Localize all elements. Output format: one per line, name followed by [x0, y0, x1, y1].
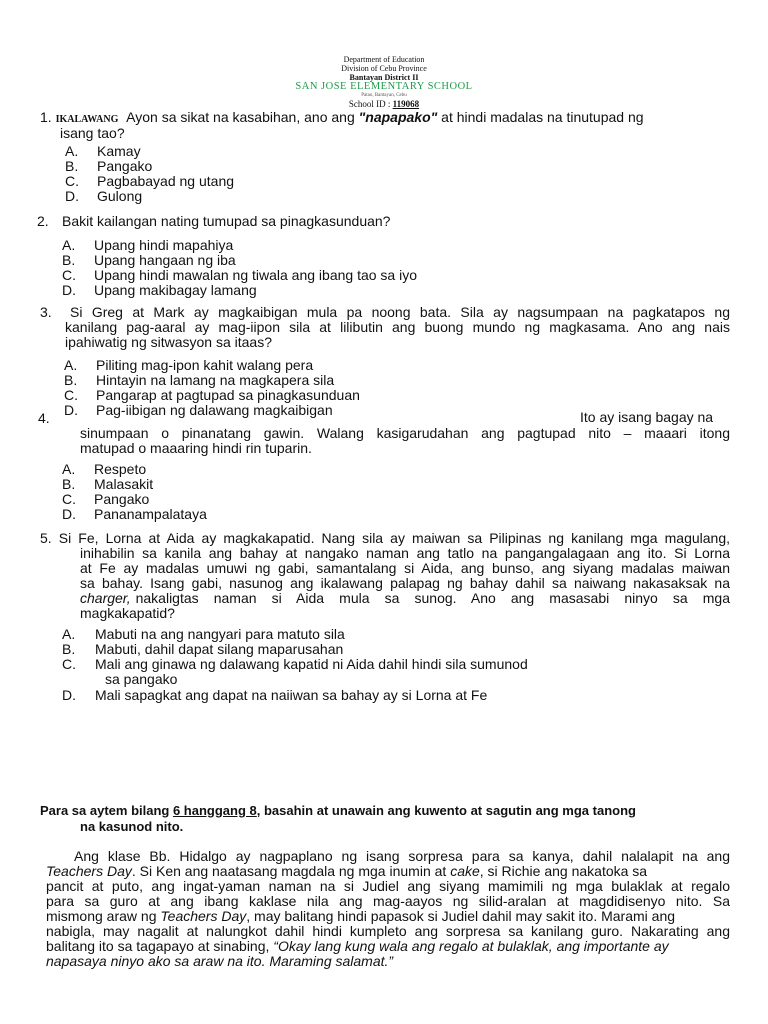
question-1-tag: IKALAWANG — [55, 114, 119, 125]
question-2: Bakit kailangan nating tumupad sa pinagkasunduan? — [62, 213, 391, 229]
q4-option-c: C. — [62, 491, 76, 507]
header-district: Bantayan District II — [349, 73, 419, 82]
q2-option-b: B. — [62, 252, 76, 268]
q3-option-b-text: Hintayin na lamang na magkapera sila — [96, 372, 335, 388]
q5-option-d-text: Mali sapagkat ang dapat na naiiwan sa bahay ay si Lorna at Fe — [95, 687, 488, 703]
q2-option-b-text: Upang hangaan ng iba — [94, 252, 236, 268]
story-line1: Ang klase Bb. Hidalgo ay nagpaplano ng isang sorpresa para sa kanya, dahil nalalapit na ang — [74, 848, 730, 864]
q5-option-a: A. — [62, 626, 76, 642]
q3-option-b: B. — [64, 372, 78, 388]
q3-option-c-text: Pangarap at pagtupad sa pinagkasunduan — [96, 387, 360, 403]
q1-option-b: B. — [65, 158, 79, 174]
story-line6: nabigla, may nagalit at nalungkot dahil hindi kumpleto ang sorpresa sa kanilang guro. Nakarating ang — [46, 923, 730, 939]
q3-option-d: D. — [64, 402, 78, 418]
q3-option-a: A. — [64, 357, 78, 373]
q1-option-c: C. — [65, 173, 79, 189]
q4-option-a-text: Respeto — [94, 461, 147, 477]
question-5-line3: at Fe ay madalas umuwi ng gabi, samantalang si Aida, ang bunso, ang siyang madalas maiwan — [80, 560, 730, 576]
story-line2: Teachers Day. Si Ken ang naatasang magdala ng mga inumin at cake, si Richie ang nakatoka sa — [46, 863, 648, 879]
question-5-line1: 5. Si Fe, Lorna at Aida ay magkakapatid. Nang sila ay maiwan sa Pilipinas ng kanilang mga magulang, — [40, 530, 730, 546]
q5-option-c-continued: sa pangako — [105, 671, 178, 687]
q1-option-c-text: Pagbabayad ng utang — [97, 173, 235, 189]
q5-option-c-text: Mali ang ginawa ng dalawang kapatid ni Aida dahil hindi sila sumunod — [95, 656, 528, 672]
q3-option-c: C. — [64, 387, 78, 403]
q3-option-a-text: Piliting mag-ipon kahit walang pera — [96, 357, 314, 373]
question-5-line4: sa bahay. Isang gabi, nasunog ang ikalawang palapag ng bahay dahil sa naiwang nakasaksak na — [80, 575, 730, 591]
q2-option-a-text: Upang hindi mapahiya — [94, 237, 234, 253]
header-department: Department of Education — [343, 55, 425, 64]
header-school-id: School ID : 119068 — [348, 99, 420, 109]
header-address: Patao, Bantayan, Cebu — [361, 93, 407, 98]
header-school-name: SAN JOSE ELEMENTARY SCHOOL — [295, 81, 473, 92]
q2-option-c-text: Upang hindi mawalan ng tiwala ang ibang tao sa iyo — [94, 267, 417, 283]
question-4-line0: Ito ay isang bagay na — [580, 409, 714, 425]
story-line7: balitang ito sa tagapayo at sinabing, “Okay lang kung wala ang regalo at bulaklak, ang importante ay — [46, 938, 669, 954]
q2-option-d-text: Upang makibagay lamang — [94, 282, 257, 298]
section-instruction-line2: na kasunod nito. — [80, 819, 184, 834]
q1-option-b-text: Pangako — [97, 158, 153, 174]
q1-option-a-text: Kamay — [97, 143, 141, 159]
q2-option-a: A. — [62, 237, 76, 253]
question-5-line5: charger, nakaligtas naman si Aida mula sa sunog. Ano ang masasabi ninyo sa mga — [80, 590, 730, 606]
q1-option-a: A. — [65, 143, 79, 159]
school-id-value: 119068 — [392, 99, 420, 109]
q5-option-c: C. — [62, 656, 76, 672]
section-instruction: Para sa aytem bilang 6 hanggang 8, basahin at unawain ang kuwento at sagutin ang mga tanong — [40, 803, 636, 818]
q5-option-d: D. — [62, 687, 76, 703]
question-3-line3: ipahiwatig ng sitwasyon sa itaas? — [65, 334, 273, 350]
question-3-number: 3. — [40, 304, 52, 320]
question-4-number: 4. — [38, 410, 50, 426]
q4-option-b: B. — [62, 476, 76, 492]
q5-option-b: B. — [62, 641, 76, 657]
story-line3: pancit at puto, ang ingat-yaman naman na si Judiel ang siyang mamimili ng mga bulaklak at regalo — [46, 878, 730, 894]
question-1: 1. IKALAWANG Ayon sa sikat na kasabihan, ano ang "napapako" at hindi madalas na tinutupad ng — [40, 109, 644, 125]
q2-option-d: D. — [62, 282, 76, 298]
question-4-line1: sinumpaan o pinanatang gawin. Walang kasigarudahan ang pagtupad nito – maaari itong — [80, 425, 730, 441]
story-line5: mismong araw ng Teachers Day, may balitang hindi papasok si Judiel dahil may sakit ito. Marami ang — [46, 908, 676, 924]
story-line4: para sa guro at ang ibang kaklase nila ang mag-aayos ng silid-aralan at magdidisenyo nito. Sa — [46, 893, 730, 909]
question-3-line1: Si Greg at Mark ay magkaibigan mula pa noong bata. Sila ay nagsumpaan na pagkatapos ng — [70, 304, 730, 320]
q1-option-d-text: Gulong — [97, 188, 143, 204]
question-5-line2: inihabilin sa kanila ang bahay at nangako naman ang tatlo na pangangalagaan ang ito. Si Lorna — [80, 545, 730, 561]
question-1-line2: isang tao? — [60, 125, 125, 141]
question-2-number: 2. — [37, 213, 49, 229]
q4-option-a: A. — [62, 461, 76, 477]
question-5-line6: magkakapatid? — [80, 605, 175, 621]
header-division: Division of Cebu Province — [341, 64, 427, 73]
q5-option-a-text: Mabuti na ang nangyari para matuto sila — [95, 626, 345, 642]
section-item-range: 6 hanggang 8 — [172, 803, 257, 818]
story-line8: napasaya ninyo ako sa araw na ito. Maraming salamat.” — [46, 953, 394, 969]
q5-option-b-text: Mabuti, dahil dapat silang maparusahan — [95, 641, 344, 657]
q1-option-d: D. — [65, 188, 79, 204]
q4-option-b-text: Malasakit — [94, 476, 154, 492]
q4-option-d-text: Pananampalataya — [94, 506, 207, 522]
question-4-line2: matupad o maaaring hindi rin tuparin. — [80, 440, 312, 456]
q4-option-c-text: Pangako — [94, 491, 150, 507]
q4-option-d: D. — [62, 506, 76, 522]
q3-option-d-text: Pag-iibigan ng dalawang magkaibigan — [96, 402, 333, 418]
question-3-line2: kanilang pag-aaral ay mag-iipon sila at lilibutin ang buong mundo ng magkasama. Ano ang nais — [65, 319, 730, 335]
q2-option-c: C. — [62, 267, 76, 283]
